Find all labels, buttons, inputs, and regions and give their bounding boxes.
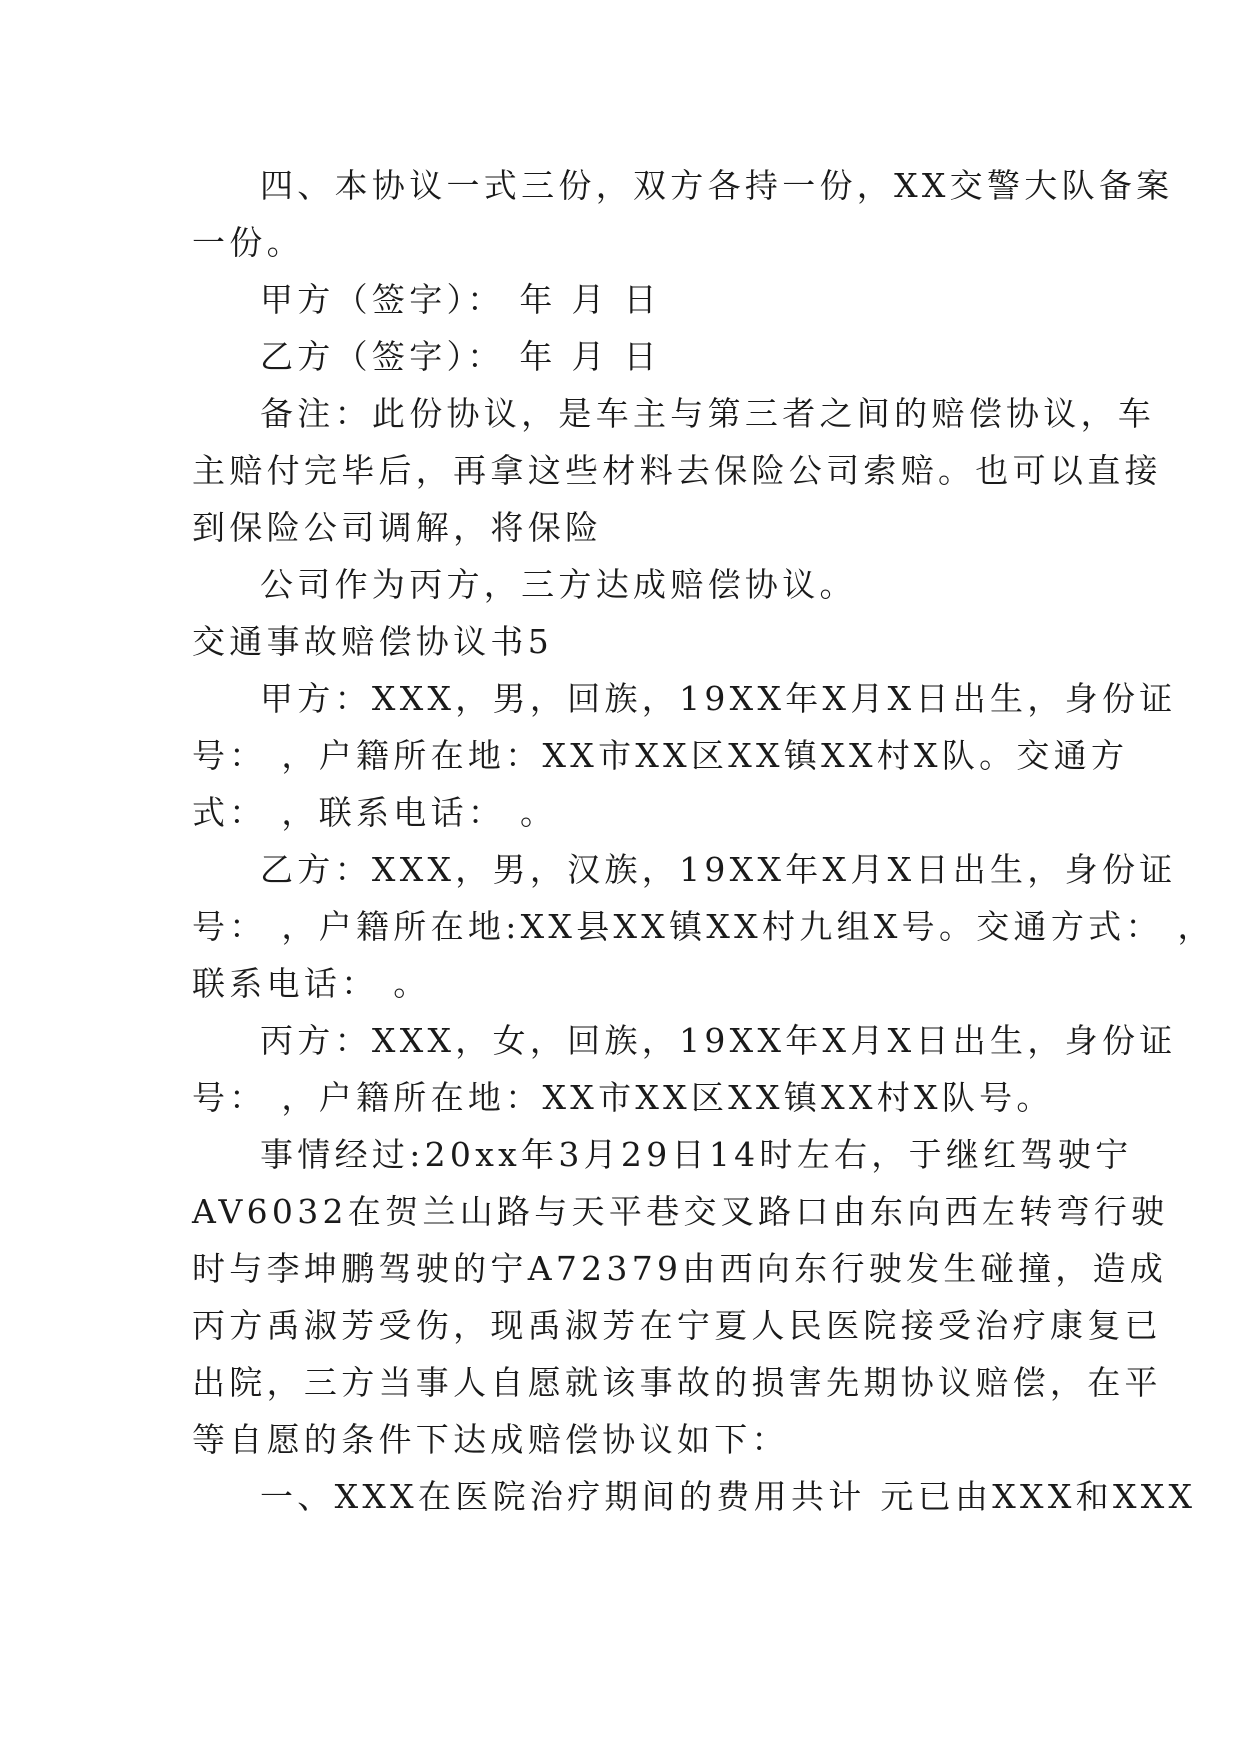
text-line: 联系电话： 。 — [192, 964, 431, 1003]
text-line: AV6032在贺兰山路与天平巷交叉路口由东向西左转弯行驶 — [192, 1192, 1169, 1231]
party-a-signature-line: 甲方（签字）： 年 月 日 — [260, 280, 661, 319]
text-line: 出院，三方当事人自愿就该事故的损害先期协议赔偿，在平 — [192, 1363, 1162, 1402]
text-line: 等自愿的条件下达成赔偿协议如下： — [192, 1420, 789, 1459]
text-line: 主赔付完毕后，再拿这些材料去保险公司索赔。也可以直接 — [192, 451, 1162, 490]
incident-description-line: 事情经过:20xx年3月29日14时左右，于继红驾驶宁 — [260, 1135, 1133, 1174]
text-line: 号： ，户籍所在地：XX市XX区XX镇XX村X队号。 — [192, 1078, 1054, 1117]
text-line: 号： ，户籍所在地:XX县XX镇XX村九组X号。交通方式： ， — [192, 907, 1215, 946]
text-line: 一份。 — [192, 223, 304, 262]
remark-line: 备注：此份协议，是车主与第三者之间的赔偿协议，车 — [260, 394, 1156, 433]
text-line: 丙方禹淑芳受伤，现禹淑芳在宁夏人民医院接受治疗康复已 — [192, 1306, 1162, 1345]
clause-one-line: 一、XXX在医院治疗期间的费用共计 元已由XXX和XXX — [260, 1477, 1197, 1516]
text-line: 公司作为丙方，三方达成赔偿协议。 — [260, 565, 857, 604]
text-line: 四、本协议一式三份，双方各持一份，XX交警大队备案 — [260, 166, 1174, 205]
text-line: 号： ，户籍所在地：XX市XX区XX镇XX村X队。交通方 — [192, 736, 1129, 775]
text-line: 式： ，联系电话： 。 — [192, 793, 558, 832]
party-b-info-line: 乙方：XXX，男，汉族，19XX年X月X日出生，身份证 — [260, 850, 1177, 889]
party-b-signature-line: 乙方（签字）： 年 月 日 — [260, 337, 661, 376]
party-a-info-line: 甲方：XXX，男，回族，19XX年X月X日出生，身份证 — [260, 679, 1177, 718]
text-line: 到保险公司调解，将保险 — [192, 508, 603, 547]
text-line: 时与李坤鹏驾驶的宁A72379由西向东行驶发生碰撞，造成 — [192, 1249, 1168, 1288]
section-title: 交通事故赔偿协议书5 — [192, 622, 553, 661]
party-c-info-line: 丙方：XXX，女，回族，19XX年X月X日出生，身份证 — [260, 1021, 1177, 1060]
